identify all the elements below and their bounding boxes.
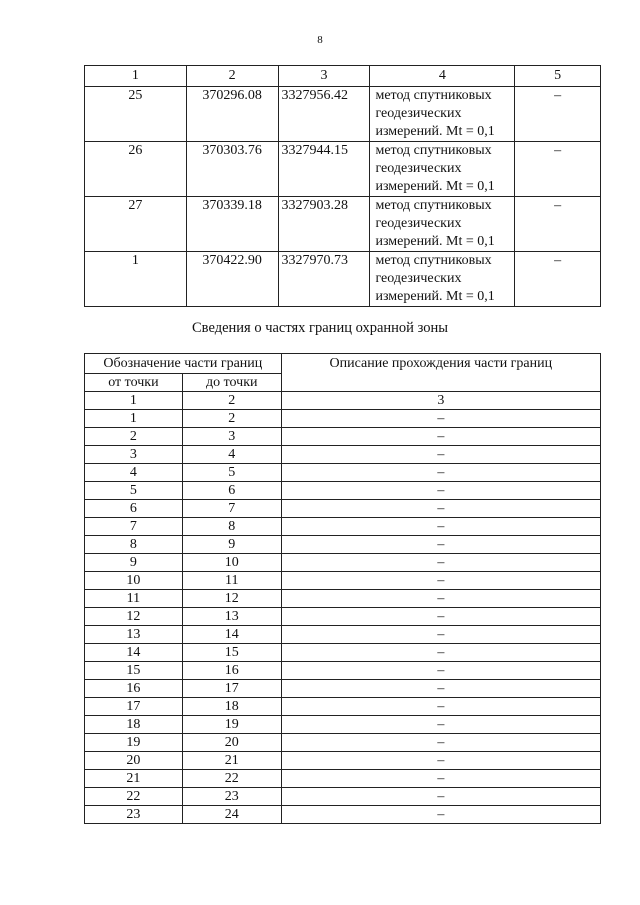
boundary-part-row — [85, 500, 601, 518]
boundary-part-row — [85, 554, 601, 572]
x-coordinate-cell: 370339.18 — [186, 197, 278, 252]
description-cell: – — [281, 608, 600, 626]
from-point-cell: 2 — [85, 428, 183, 446]
method-cell — [370, 142, 515, 197]
method-line: геодезических — [375, 216, 462, 231]
x-coordinate-cell: 370303.76 — [186, 142, 278, 197]
boundary-part-row — [85, 734, 601, 752]
y-coordinate-cell: 3327956.42 — [278, 87, 370, 142]
point-number-cell: 1 — [85, 252, 187, 307]
to-point-cell: 2 — [182, 410, 281, 428]
x-coordinate-cell: 370422.90 — [186, 252, 278, 307]
description-cell: – — [281, 716, 600, 734]
parts-index-row — [85, 392, 601, 410]
coordinates-header-row — [85, 66, 601, 87]
designation-header: Обозначение части границ — [85, 354, 282, 374]
to-point-cell: 17 — [182, 680, 281, 698]
column-index-1: 1 — [85, 66, 187, 87]
description-cell: – — [281, 626, 600, 644]
to-point-cell: 16 — [182, 662, 281, 680]
from-point-cell: 17 — [85, 698, 183, 716]
boundary-part-row — [85, 770, 601, 788]
column-index-2: 2 — [182, 392, 281, 410]
boundary-part-row — [85, 428, 601, 446]
boundary-part-row — [85, 698, 601, 716]
point-number-cell: 27 — [85, 197, 187, 252]
page-number: 8 — [317, 34, 323, 46]
boundary-part-row — [85, 662, 601, 680]
description-cell: – — [281, 464, 600, 482]
from-point-cell: 8 — [85, 536, 183, 554]
description-header: Описание прохождения части границ — [281, 354, 600, 392]
method-line: метод спутниковых — [375, 253, 492, 268]
description-cell: – — [281, 590, 600, 608]
to-point-cell: 9 — [182, 536, 281, 554]
method-cell — [370, 197, 515, 252]
boundary-part-row — [85, 572, 601, 590]
to-point-cell: 19 — [182, 716, 281, 734]
from-point-cell: 13 — [85, 626, 183, 644]
description-cell: – — [281, 644, 600, 662]
description-cell: – — [281, 428, 600, 446]
description-cell: – — [281, 788, 600, 806]
section-title: Сведения о частях границ охранной зоны — [192, 320, 448, 336]
note-cell: – — [515, 197, 601, 252]
coordinate-row — [85, 197, 601, 252]
method-line: измерений. Mt = 0,1 — [375, 179, 495, 194]
description-cell: – — [281, 662, 600, 680]
method-line: геодезических — [375, 271, 462, 286]
description-cell: – — [281, 500, 600, 518]
to-point-cell: 18 — [182, 698, 281, 716]
column-index-3: 3 — [278, 66, 370, 87]
from-point-cell: 20 — [85, 752, 183, 770]
coordinate-row — [85, 142, 601, 197]
note-cell: – — [515, 87, 601, 142]
from-point-cell: 10 — [85, 572, 183, 590]
description-cell: – — [281, 554, 600, 572]
boundary-part-row — [85, 752, 601, 770]
to-point-cell: 10 — [182, 554, 281, 572]
boundary-part-row — [85, 590, 601, 608]
boundary-part-row — [85, 806, 601, 824]
description-cell: – — [281, 518, 600, 536]
to-point-cell: 12 — [182, 590, 281, 608]
from-point-cell: 3 — [85, 446, 183, 464]
column-index-4: 4 — [370, 66, 515, 87]
to-point-cell: 7 — [182, 500, 281, 518]
y-coordinate-cell: 3327970.73 — [278, 252, 370, 307]
boundary-part-row — [85, 626, 601, 644]
coordinate-row — [85, 87, 601, 142]
description-cell: – — [281, 698, 600, 716]
column-index-5: 5 — [515, 66, 601, 87]
to-point-cell: 4 — [182, 446, 281, 464]
column-index-1: 1 — [85, 392, 183, 410]
method-line: метод спутниковых — [375, 143, 492, 158]
y-coordinate-cell: 3327903.28 — [278, 197, 370, 252]
to-point-cell: 24 — [182, 806, 281, 824]
description-cell: – — [281, 770, 600, 788]
description-cell: – — [281, 482, 600, 500]
column-index-3: 3 — [281, 392, 600, 410]
coordinate-row — [85, 252, 601, 307]
from-point-cell: 7 — [85, 518, 183, 536]
to-point-header: до точки — [182, 374, 281, 392]
from-point-header: от точки — [85, 374, 183, 392]
description-cell: – — [281, 806, 600, 824]
from-point-cell: 12 — [85, 608, 183, 626]
to-point-cell: 15 — [182, 644, 281, 662]
method-cell — [370, 252, 515, 307]
method-line: геодезических — [375, 106, 462, 121]
to-point-cell: 21 — [182, 752, 281, 770]
description-cell: – — [281, 680, 600, 698]
from-point-cell: 4 — [85, 464, 183, 482]
to-point-cell: 13 — [182, 608, 281, 626]
boundary-part-row — [85, 536, 601, 554]
boundary-part-row — [85, 518, 601, 536]
boundary-part-row — [85, 446, 601, 464]
to-point-cell: 20 — [182, 734, 281, 752]
description-cell: – — [281, 752, 600, 770]
note-cell: – — [515, 252, 601, 307]
to-point-cell: 14 — [182, 626, 281, 644]
method-line: геодезических — [375, 161, 462, 176]
boundary-part-row — [85, 680, 601, 698]
point-number-cell: 26 — [85, 142, 187, 197]
to-point-cell: 8 — [182, 518, 281, 536]
boundary-part-row — [85, 608, 601, 626]
boundary-part-row — [85, 482, 601, 500]
from-point-cell: 14 — [85, 644, 183, 662]
method-line: измерений. Mt = 0,1 — [375, 289, 495, 304]
boundary-part-row — [85, 716, 601, 734]
from-point-cell: 16 — [85, 680, 183, 698]
method-cell — [370, 87, 515, 142]
boundary-part-row — [85, 464, 601, 482]
to-point-cell: 5 — [182, 464, 281, 482]
to-point-cell: 22 — [182, 770, 281, 788]
from-point-cell: 1 — [85, 410, 183, 428]
from-point-cell: 18 — [85, 716, 183, 734]
from-point-cell: 21 — [85, 770, 183, 788]
description-cell: – — [281, 446, 600, 464]
from-point-cell: 5 — [85, 482, 183, 500]
from-point-cell: 9 — [85, 554, 183, 572]
from-point-cell: 11 — [85, 590, 183, 608]
point-number-cell: 25 — [85, 87, 187, 142]
method-line: метод спутниковых — [375, 198, 492, 213]
to-point-cell: 6 — [182, 482, 281, 500]
description-cell: – — [281, 734, 600, 752]
y-coordinate-cell: 3327944.15 — [278, 142, 370, 197]
from-point-cell: 6 — [85, 500, 183, 518]
to-point-cell: 3 — [182, 428, 281, 446]
parts-header-row — [85, 354, 601, 374]
to-point-cell: 23 — [182, 788, 281, 806]
boundary-parts-table — [84, 353, 601, 824]
description-cell: – — [281, 410, 600, 428]
boundary-part-row — [85, 788, 601, 806]
from-point-cell: 19 — [85, 734, 183, 752]
description-cell: – — [281, 572, 600, 590]
method-line: измерений. Mt = 0,1 — [375, 124, 495, 139]
description-cell: – — [281, 536, 600, 554]
boundary-part-row — [85, 644, 601, 662]
method-line: измерений. Mt = 0,1 — [375, 234, 495, 249]
method-line: метод спутниковых — [375, 88, 492, 103]
x-coordinate-cell: 370296.08 — [186, 87, 278, 142]
column-index-2: 2 — [186, 66, 278, 87]
to-point-cell: 11 — [182, 572, 281, 590]
coordinates-table — [84, 65, 601, 307]
from-point-cell: 15 — [85, 662, 183, 680]
boundary-part-row — [85, 410, 601, 428]
note-cell: – — [515, 142, 601, 197]
from-point-cell: 23 — [85, 806, 183, 824]
from-point-cell: 22 — [85, 788, 183, 806]
